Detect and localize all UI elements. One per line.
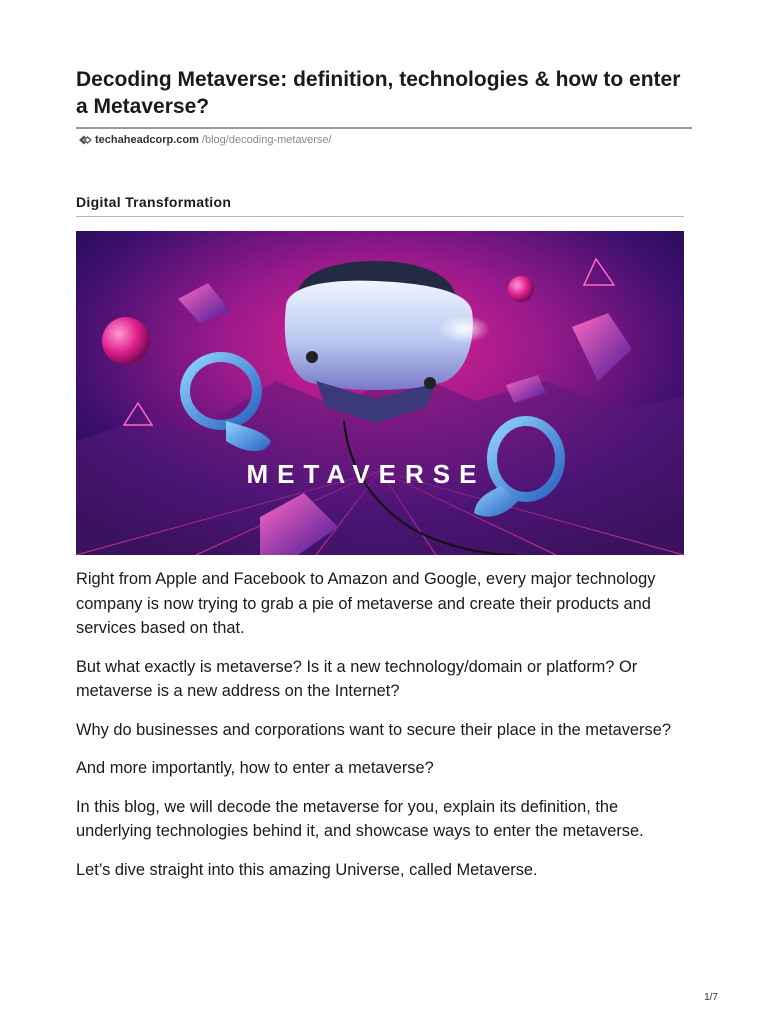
title-divider [76, 127, 692, 129]
page-number: 1/7 [704, 992, 718, 1003]
source-link[interactable] [78, 133, 332, 147]
hero-word: METAVERSE [246, 459, 486, 489]
paragraph: Right from Apple and Facebook to Amazon and Google, every major technology company is now trying to grab a pie of metaverse and create their products and services based on that. [76, 570, 656, 637]
article-body [76, 567, 688, 896]
hero-image [76, 231, 684, 555]
page-title: Decoding Metaverse: definition, technologies & how to enter a Metaverse? [76, 68, 681, 118]
paragraph: And more importantly, how to enter a metaverse? [76, 759, 434, 777]
paragraph: In this blog, we will decode the metaverse for you, explain its definition, the underlying technologies behind it, and showcase ways to enter the metaverse. [76, 797, 644, 840]
link-icon [78, 134, 92, 146]
category-divider [76, 216, 684, 217]
paragraph: Why do businesses and corporations want to secure their place in the metaverse? [76, 720, 671, 739]
source-domain[interactable]: techaheadcorp.com [95, 134, 199, 146]
paragraph: Let’s dive straight into this amazing Universe, called Metaverse. [76, 860, 538, 879]
category-label: Digital Transformation [76, 194, 232, 210]
source-path[interactable]: /blog/decoding-metaverse/ [201, 134, 332, 146]
paragraph: But what exactly is metaverse? Is it a new technology/domain or platform? Or metaverse is a new address on the Internet? [76, 657, 638, 700]
